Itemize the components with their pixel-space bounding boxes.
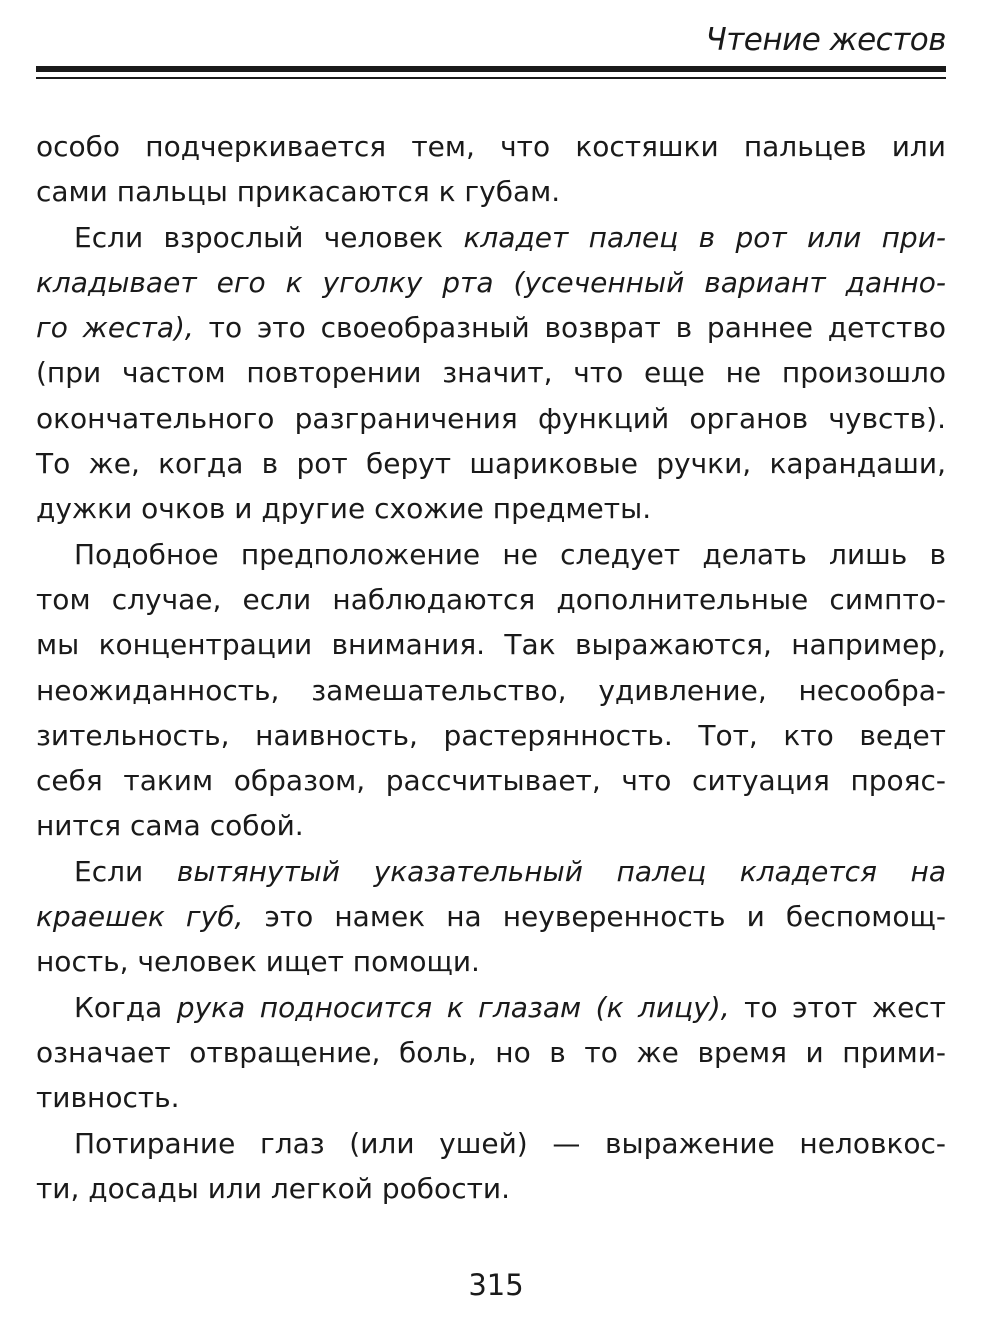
text-line xyxy=(36,668,946,713)
text-segment: (при частом повторении значит, что еще не произошло xyxy=(36,356,946,390)
text-line xyxy=(36,894,946,939)
text-line xyxy=(36,577,946,622)
text-segment: сами пальцы прикасаются к губам. xyxy=(36,175,561,209)
text-line xyxy=(36,1121,946,1166)
text-line xyxy=(36,215,946,260)
italic-segment: кладет палец в рот или при- xyxy=(463,220,946,254)
text-segment: особо подчеркивается тем, что костяшки пальцев или xyxy=(36,130,946,163)
text-segment: означает отвращение, боль, но в то же время и прими- xyxy=(36,1035,946,1069)
paragraph xyxy=(36,849,946,985)
text-segment: Если xyxy=(74,854,177,888)
italic-segment: кладывает его к уголку рта (усеченный вариант данно- xyxy=(36,265,946,299)
text-segment: ти, досады или легкой робости. xyxy=(36,1171,510,1205)
text-line xyxy=(36,939,946,984)
text-segment: Подобное предположение не следует делать лишь в xyxy=(74,537,946,571)
text-line xyxy=(36,350,946,395)
italic-segment: вытянутый указательный палец кладется на xyxy=(176,854,946,888)
text-line xyxy=(36,985,946,1030)
text-line xyxy=(36,758,946,803)
text-segment: тивность. xyxy=(36,1081,180,1115)
text-segment: мы концентрации внимания. Так выражаются, например, xyxy=(36,628,946,662)
body-text xyxy=(36,124,946,1211)
text-line xyxy=(36,622,946,667)
text-segment: Если взрослый человек xyxy=(74,220,464,254)
text-segment: Потирание глаз (или ушей) — выражение неловкос- xyxy=(74,1126,946,1160)
text-line xyxy=(36,1166,946,1211)
paragraph xyxy=(36,215,946,532)
text-segment: это намек на неуверенность и беспомощ- xyxy=(243,900,946,934)
text-segment: то этот жест xyxy=(729,990,946,1024)
text-segment: окончательного разграничения функций органов чувств). xyxy=(36,401,946,435)
text-line xyxy=(36,713,946,758)
text-line xyxy=(36,486,946,531)
paragraph xyxy=(36,1121,946,1212)
text-line xyxy=(36,169,946,214)
page-number: 315 xyxy=(468,1268,524,1302)
italic-segment: краешек губ, xyxy=(36,900,244,934)
text-segment: то это своеобразный возврат в раннее детство xyxy=(193,311,946,345)
text-line xyxy=(36,305,946,350)
text-line xyxy=(36,849,946,894)
paragraph xyxy=(36,532,946,849)
text-segment: Когда xyxy=(74,990,177,1024)
text-line xyxy=(36,532,946,577)
text-line xyxy=(36,396,946,441)
header-rule-thick xyxy=(36,66,946,72)
text-segment: том случае, если наблюдаются дополнительные симпто- xyxy=(36,582,946,616)
text-segment: дужки очков и другие схожие предметы. xyxy=(36,492,652,526)
text-line xyxy=(36,1030,946,1075)
running-head-title: Чтение жестов xyxy=(705,22,946,58)
text-segment: неожиданность, замешательство, удивление, несообра- xyxy=(36,673,946,707)
text-segment: себя таким образом, рассчитывает, что ситуация прояс- xyxy=(36,764,946,798)
paragraph xyxy=(36,985,946,1121)
text-segment: нится сама собой. xyxy=(36,809,304,843)
text-line xyxy=(36,260,946,305)
italic-segment: рука подносится к глазам (к лицу), xyxy=(176,990,730,1024)
text-line xyxy=(36,803,946,848)
text-segment: То же, когда в рот берут шариковые ручки, карандаши, xyxy=(36,447,946,481)
text-line xyxy=(36,124,946,169)
text-segment: зительность, наивность, растерянность. Тот, кто ведет xyxy=(36,718,946,752)
text-line xyxy=(36,441,946,486)
header-rule-thin xyxy=(36,77,946,79)
italic-segment: го жеста), xyxy=(36,311,194,345)
text-segment: ность, человек ищет помощи. xyxy=(36,945,480,979)
paragraph xyxy=(36,124,946,215)
text-line xyxy=(36,1075,946,1120)
